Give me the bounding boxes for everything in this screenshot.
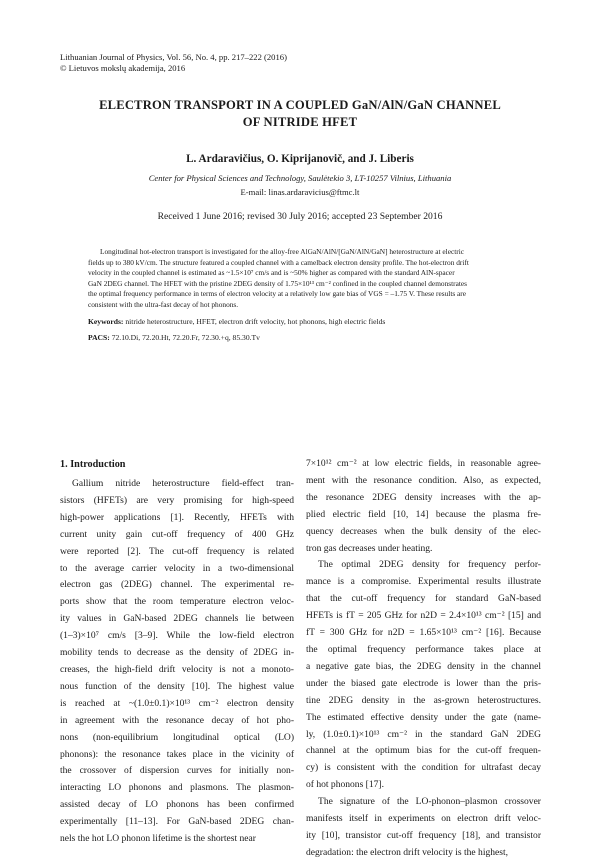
pacs-text: 72.10.Di, 72.20.Ht, 72.20.Fr, 72.30.+q, 85.30.Tv bbox=[109, 333, 260, 342]
received-dates: Received 1 June 2016; revised 30 July 2016; accepted 23 September 2016 bbox=[157, 211, 443, 222]
paragraph-line: electron gas (2DEG) channel. The experimental re- bbox=[60, 579, 294, 591]
paper-title bbox=[60, 97, 540, 131]
paragraph-line: ly, (1.0±0.1)×10¹³ cm⁻² in the standard GaN 2DEG bbox=[306, 728, 541, 740]
paragraph-line: The signature of the LO-phonon–plasmon crossover bbox=[318, 796, 541, 808]
paragraph-line: 7×10¹² cm⁻² at low electric fields, in reasonable agree- bbox=[306, 458, 541, 469]
paragraph-line: creases, the high-field drift velocity is not a monoto- bbox=[60, 663, 294, 675]
paragraph-line: phonons): the resonance takes place in the vicinity of bbox=[60, 748, 294, 760]
paragraph-line: fT = 300 GHz for n2D = 1.65×10¹³ cm⁻² [16]. Because bbox=[306, 627, 541, 639]
paragraph-line: assisted decay of LO phonons has been confirmed bbox=[60, 799, 294, 811]
paragraph-line: interacting LO phonons and plasmons. The plasmon- bbox=[60, 782, 294, 794]
paragraph-line: The estimated effective density under the gate (name- bbox=[306, 711, 541, 723]
paragraph-line: a negative gate bias, the 2DEG density in the channel bbox=[306, 660, 541, 672]
section-heading: 1. Introduction bbox=[60, 459, 126, 470]
journal-header bbox=[60, 52, 360, 74]
paragraph-line: HFETs is fT = 205 GHz for n2D = 2.4×10¹³ cm⁻² [15] and bbox=[306, 610, 541, 622]
paragraph-line: The optimal 2DEG density for frequency perfor- bbox=[318, 559, 541, 571]
paragraph-line: high-power applications [1]. Recently, HFETs with bbox=[60, 511, 294, 523]
paragraph-line: tine 2DEG density in the as-grown heterostructures. bbox=[306, 694, 541, 706]
paragraph-line: Gallium nitride heterostructure field-effect tran- bbox=[72, 478, 294, 489]
paragraph-line: ity [10], transistor cut-off frequency [18], and transistor bbox=[306, 829, 541, 841]
paragraph-line: sistors (HFETs) are very promising for high-speed bbox=[60, 494, 294, 506]
abstract bbox=[88, 247, 540, 310]
body-column-left bbox=[60, 476, 294, 848]
paragraph-line: ment with the resonance condition. Also, as expected, bbox=[306, 474, 541, 486]
paragraph-line: mobility tends to decrease as the density of 2DEG in- bbox=[60, 647, 294, 659]
paragraph-line: that the cut-off frequency for standard GaN-based bbox=[306, 593, 541, 605]
keywords-text: nitride heterostructure, HFET, electron drift velocity, hot phonons, high electric fields bbox=[123, 317, 386, 326]
email: E-mail: linas.ardaravicius@ftmc.lt bbox=[240, 187, 360, 197]
paragraph-line: manifests itself in experiments on electron drift veloc- bbox=[306, 813, 541, 825]
keywords bbox=[88, 317, 540, 326]
paragraph-line: the crossover of dispersion curves for initially non- bbox=[60, 765, 294, 777]
paragraph-line: nous function of the density [10]. The highest value bbox=[60, 680, 294, 692]
paragraph-line: (1–3)×10⁷ cm/s [3–9]. While the low-field electron bbox=[60, 630, 294, 642]
paragraph-line: is reached at ~(1.0±0.1)×10¹³ cm⁻² electron density bbox=[60, 697, 294, 709]
affiliation: Center for Physical Sciences and Technology, Saulėtekio 3, LT-10257 Vilnius, Lithuania bbox=[148, 173, 452, 183]
paragraph-line: quency decreases when the bulk density of the elec- bbox=[306, 525, 541, 537]
abstract-line: consistent with the ultra-fast decay of hot phonons. bbox=[88, 299, 239, 309]
title-line-2: OF NITRIDE HFET bbox=[242, 115, 358, 129]
authors: L. Ardaravičius, O. Kiprijanovič, and J. Liberis bbox=[186, 153, 414, 165]
journal-citation: Lithuanian Journal of Physics, Vol. 56, No. 4, pp. 217–222 (2016) bbox=[60, 52, 287, 62]
paragraph-line: tron gas decreases under heating. bbox=[306, 542, 433, 554]
paragraph-line: channel at the optimum bias for the cut-off frequen- bbox=[306, 745, 541, 757]
paragraph-line: current unity gain cut-off frequency of 400 GHz bbox=[60, 528, 294, 540]
body-column-right bbox=[306, 456, 541, 862]
paragraph-line: the optimal frequency performance takes place at bbox=[306, 643, 541, 655]
abstract-line: GaN 2DEG channel. The HFET with the pristine 2DEG density of 1.75×10¹³ cm⁻² confined in the coupled channel demonstrates bbox=[88, 278, 468, 288]
paragraph-line: experimentally [11–13]. For GaN-based 2DEG chan- bbox=[60, 816, 294, 828]
abstract-line: the optimal frequency performance in terms of electron velocity at a relatively low gate bias of VGS = –1.75 V. These results are bbox=[88, 289, 467, 298]
paragraph-line: the resonance 2DEG density increases with the ap- bbox=[306, 491, 541, 503]
paragraph-line: nons (non-equilibrium longitudinal optical (LO) bbox=[60, 731, 294, 743]
paragraph-line: plied electric field [10, 14] because the plasma fre- bbox=[306, 508, 541, 520]
abstract-line: Longitudinal hot-electron transport is investigated for the alloy-free AlGaN/AlN/[GaN/AlN/GaN] heterostructure at electric bbox=[100, 247, 465, 256]
pacs-label: PACS: bbox=[88, 333, 110, 342]
paragraph-line: to the average carrier velocity in a two-dimensional bbox=[60, 562, 294, 574]
abstract-line: fields up to 380 kV/cm. The structure featured a coupled channel with a camelback electron density profile. The hot-electron drift bbox=[88, 257, 469, 267]
title-line-1: ELECTRON TRANSPORT IN A COUPLED GaN/AlN/GaN CHANNEL bbox=[99, 98, 501, 112]
paragraph-line: nels the hot LO phonon lifetime is the shortest near bbox=[60, 833, 256, 845]
paragraph-line: degradation: the electron drift velocity is the highest, bbox=[306, 846, 509, 858]
copyright-line: © Lietuvos mokslų akademija, 2016 bbox=[60, 63, 186, 73]
paragraph-line: in agreement with the resonance decay of hot pho- bbox=[60, 714, 294, 726]
paragraph-line: of hot phonons [17]. bbox=[306, 779, 384, 791]
paragraph-line: cy) is consistent with the condition for ultrafast decay bbox=[306, 762, 541, 774]
paragraph-line: ports show that the room temperature electron veloc- bbox=[60, 596, 294, 608]
paragraph-line: under the biased gate electrode is lower than the pris- bbox=[306, 677, 541, 689]
paragraph-line: were reported [2]. The cut-off frequency is related bbox=[60, 545, 294, 557]
keywords-label: Keywords: bbox=[88, 317, 124, 326]
pacs bbox=[88, 333, 540, 342]
paragraph-line: mance is a compromise. Experimental results illustrate bbox=[306, 576, 541, 588]
abstract-line: velocity in the coupled channel is estimated as ~1.5×10⁷ cm/s and is ~50% higher as compared with the standard AlN-spacer bbox=[88, 268, 455, 277]
paragraph-line: ity values in GaN-based 2DEG channels lie between bbox=[60, 613, 294, 625]
